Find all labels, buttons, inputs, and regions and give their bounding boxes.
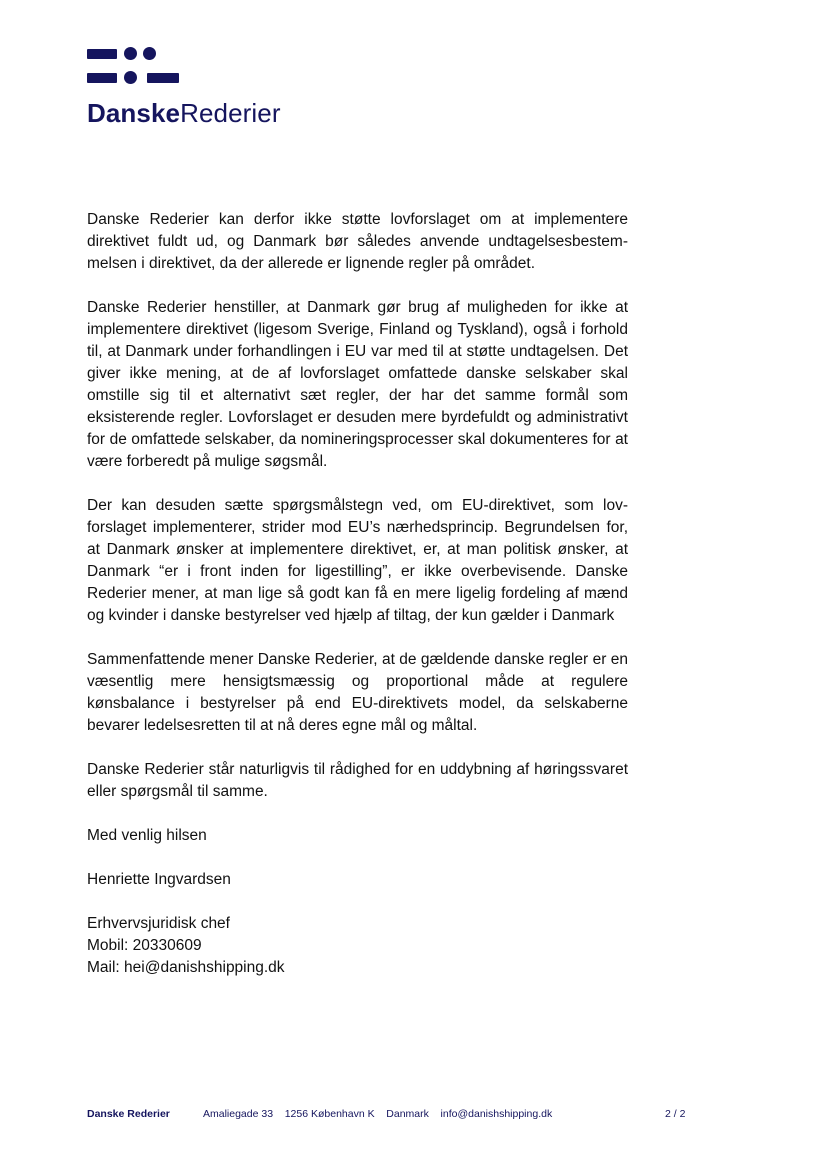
signature-mobile: Mobil: 20330609 xyxy=(87,937,202,954)
logo-mark-icon xyxy=(87,46,187,86)
signature-mail: Mail: hei@danishshipping.dk xyxy=(87,959,285,976)
logo-dot-icon xyxy=(143,47,156,60)
signature-block xyxy=(87,913,628,979)
paragraph-4: Sammenfattende mener Danske Rederier, at de gældende danske regler er en væsentlig mere hensigtsmæssig og proportional måde at regulere kønsbalance i bestyrelser på end EU-direktivets model, da selskaberne bevarer ledelsesretten til at nå deres egne mål og måltal. xyxy=(87,651,628,734)
logo-bar-icon xyxy=(87,73,117,83)
logo-brand-light: Rederier xyxy=(180,98,281,128)
footer-page-number: 2 / 2 xyxy=(665,1108,686,1120)
logo-bar-icon xyxy=(147,73,179,83)
closing-greeting: Med venlig hilsen xyxy=(87,827,207,844)
paragraph-1: Danske Rederier kan derfor ikke støtte lovforslaget om at implementere direktivet fuldt ud, og Danmark bør således anvende undtagelsesbestemmelsen i direktivet, da der allerede er lignende regler på området. xyxy=(87,211,628,272)
paragraph-2: Danske Rederier henstiller, at Danmark gør brug af muligheden for ikke at implementere direktivet (ligesom Sverige, Finland og Tyskland), også i forhold til, at Danmark under forhandlingen i EU var med til at støtte undtagelsen. Det giver ikke mening, at de af lovforslaget omfattede danske selskaber skal omstille sig til et alternativt sæt regler, der har det samme formål som eksisterende regler. Lovforslaget er desuden mere byrdefuldt og administrativt for de omfattede selskaber, da nomineringsprocesser skal dokumenteres for at være forberedt på mulige søgsmål. xyxy=(87,299,628,470)
paragraph-3: Der kan desuden sætte spørgsmålstegn ved, om EU-direktivet, som lovforslaget implementerer, strider mod EU’s nærhedsprincip. Begrundelsen for, at Danmark ønsker at implementere direktivet, er, at man politisk ønsker, at Danmark “er i front inden for ligestilling”, er ikke overbevisende. Danske Rederier mener, at man lige så godt kan få en mere ligelig fordeling af mænd og kvinder i danske bestyrelser ved hjælp af tiltag, der kun gælder i Danmark xyxy=(87,497,628,624)
signature-name: Henriette Ingvardsen xyxy=(87,871,231,888)
logo-dot-icon xyxy=(124,47,137,60)
danske-rederier-logo xyxy=(87,46,327,136)
footer-organization: Danske Rederier xyxy=(87,1108,170,1120)
logo-wordmark xyxy=(87,98,281,129)
footer-address: Amaliegade 33 1256 København K Danmark info@danishshipping.dk xyxy=(203,1108,553,1120)
logo-brand-bold: Danske xyxy=(87,98,181,128)
logo-bar-icon xyxy=(87,49,117,59)
paragraph-5: Danske Rederier står naturligvis til rådighed for en uddybning af høringssvaret eller spørgsmål til samme. xyxy=(87,761,628,800)
signature-title: Erhvervsjuridisk chef xyxy=(87,915,230,932)
letter-body xyxy=(87,209,628,1001)
logo-dot-icon xyxy=(124,71,137,84)
